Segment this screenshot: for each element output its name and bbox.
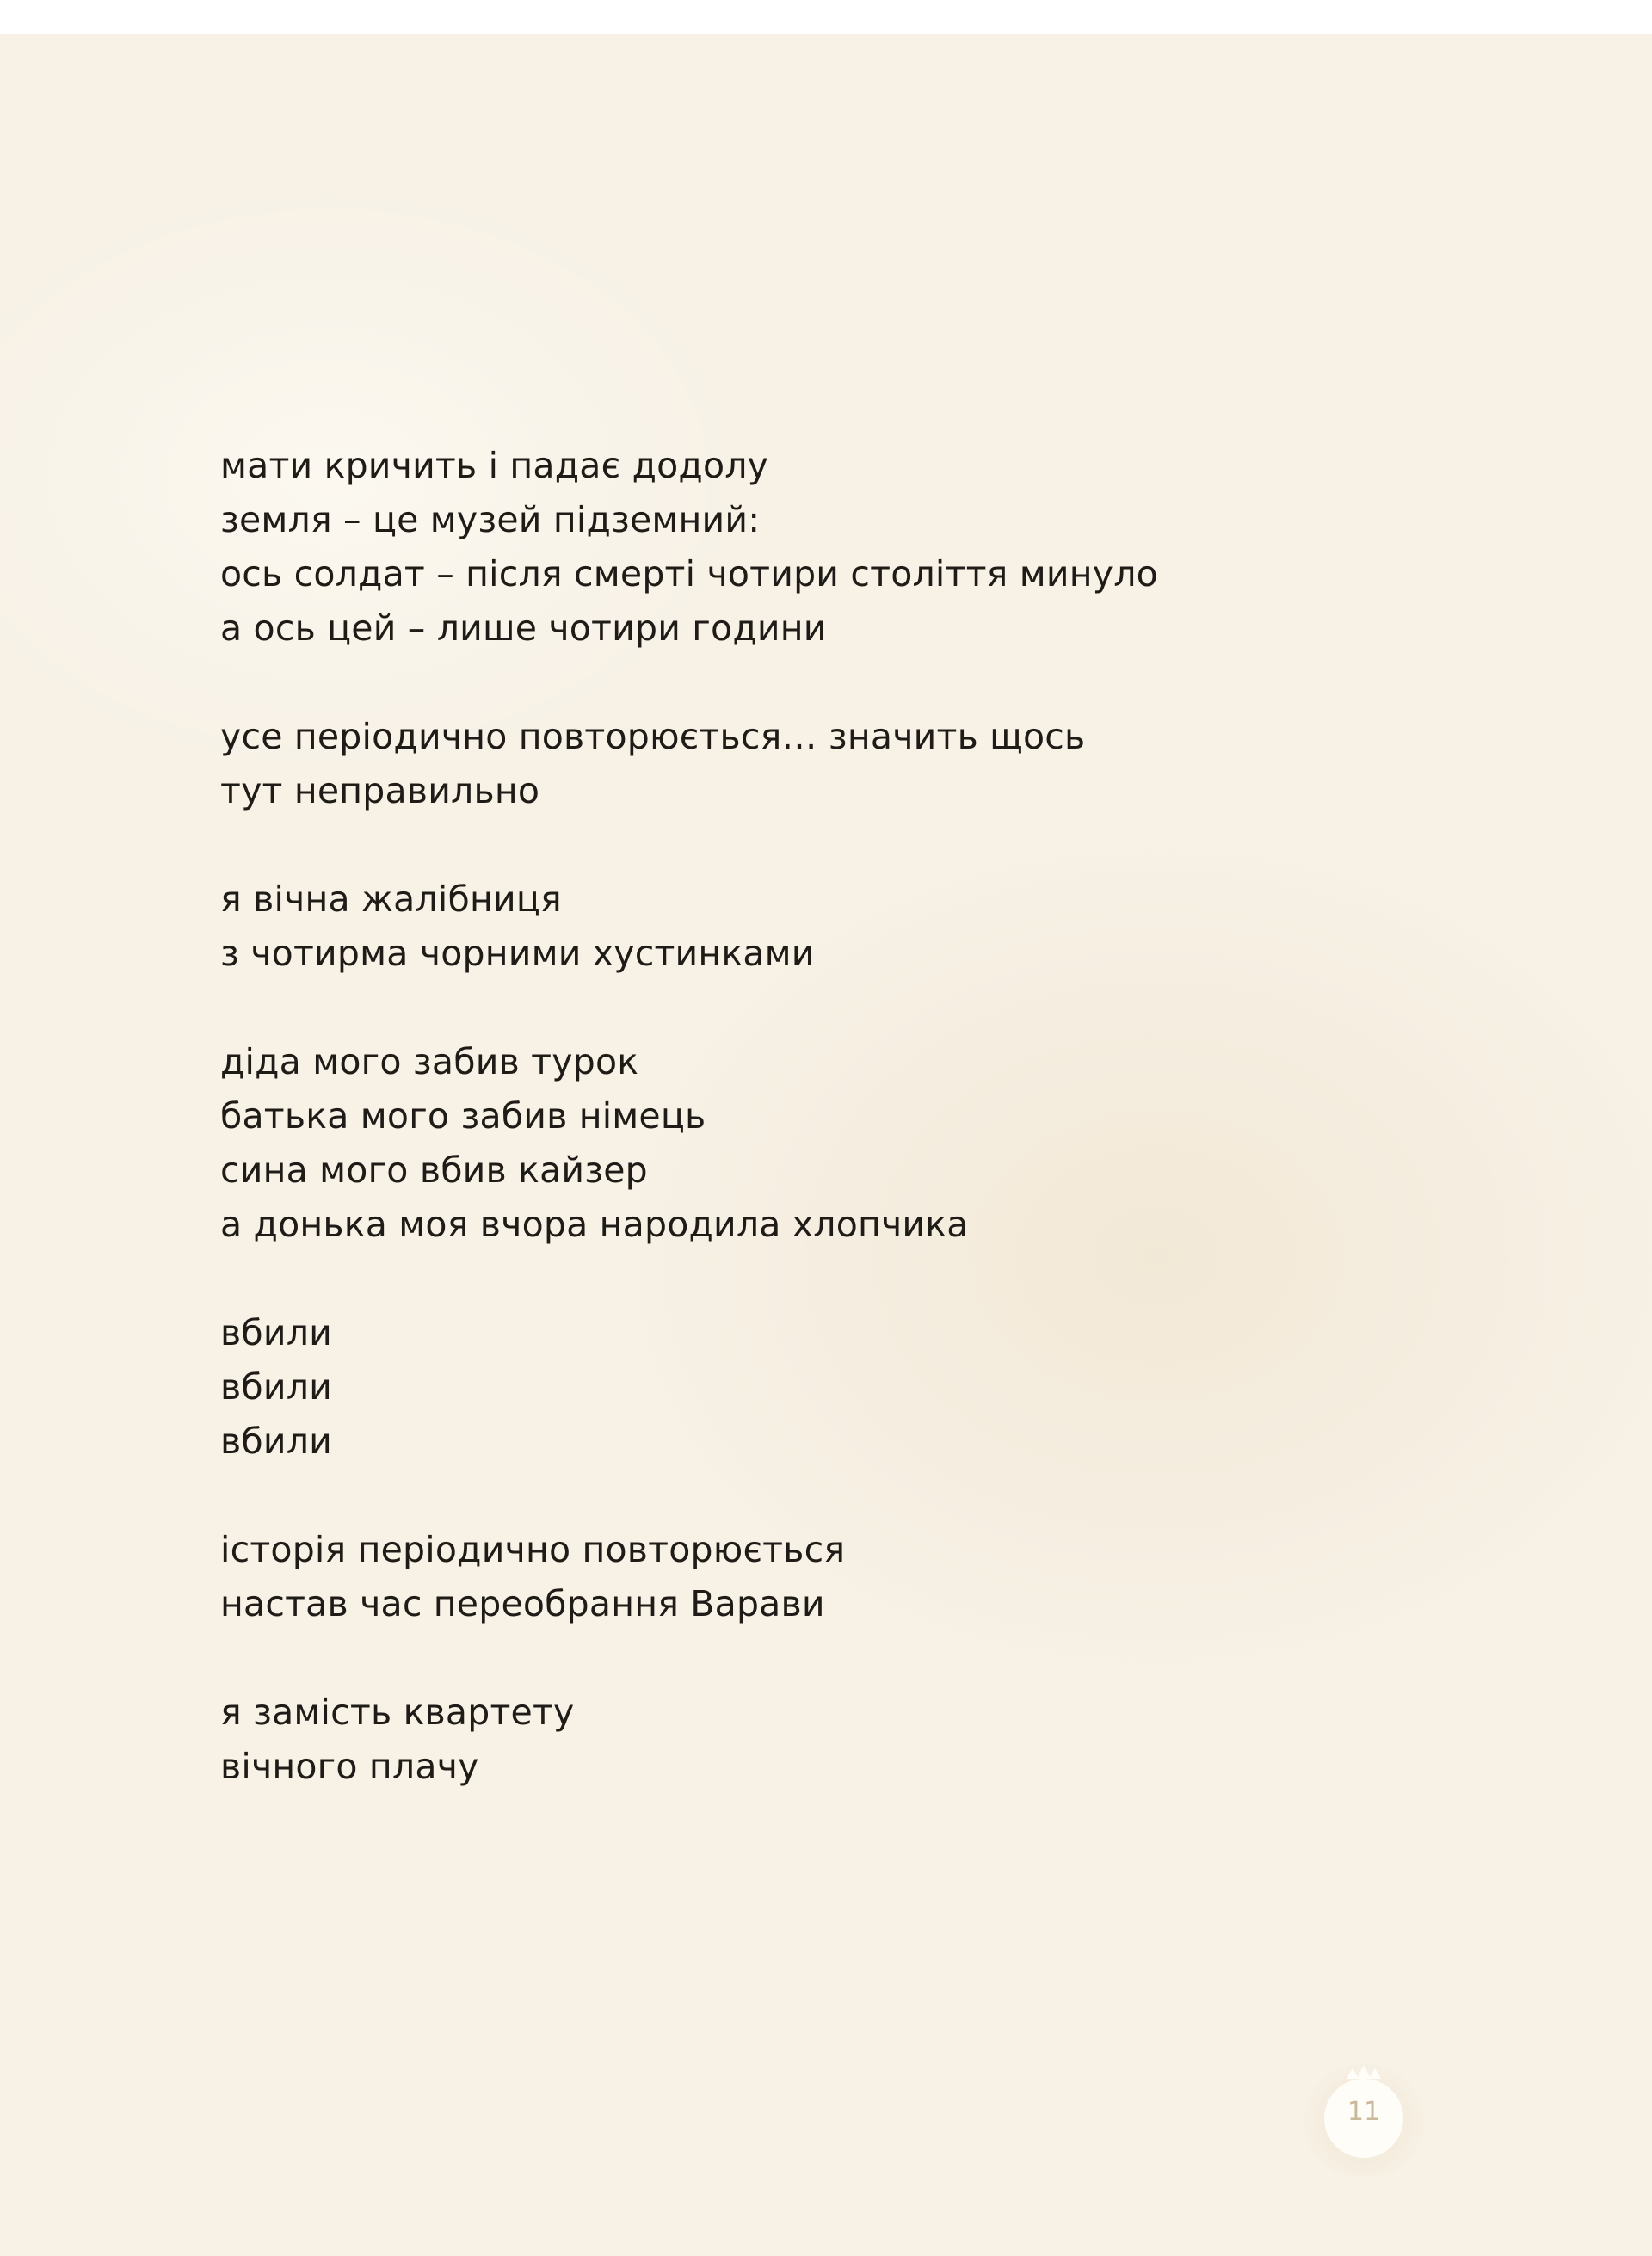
poem-line: я вічна жалібниця: [220, 878, 562, 920]
poem-line: історія періодично повторюється: [220, 1529, 846, 1570]
poem-line: вбили: [220, 1366, 332, 1408]
poem-line: сина мого вбив кайзер: [220, 1150, 648, 1191]
poem-line: діда мого забив турок: [220, 1041, 639, 1082]
page-number: 11: [1347, 2097, 1381, 2127]
poem-line: настав час переобрання Варави: [220, 1583, 825, 1624]
poem-line: земля – це музей підземний:: [220, 499, 761, 540]
poem-line: з чотирма чорними хустинками: [220, 933, 815, 974]
poem-line: вбили: [220, 1312, 332, 1353]
stanza: [220, 439, 1511, 656]
stanza: [220, 1523, 1511, 1631]
stanza: [220, 872, 1511, 981]
stanza: [220, 1686, 1511, 1794]
poem-line: тут неправильно: [220, 770, 540, 811]
stanza: [220, 1035, 1511, 1252]
poem-line: а ось цей – лише чотири години: [220, 607, 827, 649]
poem-line: батька мого забив німець: [220, 1095, 706, 1137]
book-page: [0, 34, 1652, 2256]
poem-line: а донька моя вчора народила хлопчика: [220, 1204, 969, 1245]
poem-line: мати кричить і падає додолу: [220, 445, 769, 486]
poem-line: вічного плачу: [220, 1746, 479, 1787]
page-number-badge: [1299, 2048, 1428, 2177]
poem-text: [220, 439, 1511, 1794]
poem-line: я замість квартету: [220, 1692, 575, 1733]
poem-line: ось солдат – після смерті чотири століття минуло: [220, 553, 1158, 595]
stanza: [220, 710, 1511, 818]
stanza: [220, 1306, 1511, 1469]
poem-line: усе періодично повторюється… значить щось: [220, 716, 1086, 757]
poem-line: вбили: [220, 1421, 332, 1462]
